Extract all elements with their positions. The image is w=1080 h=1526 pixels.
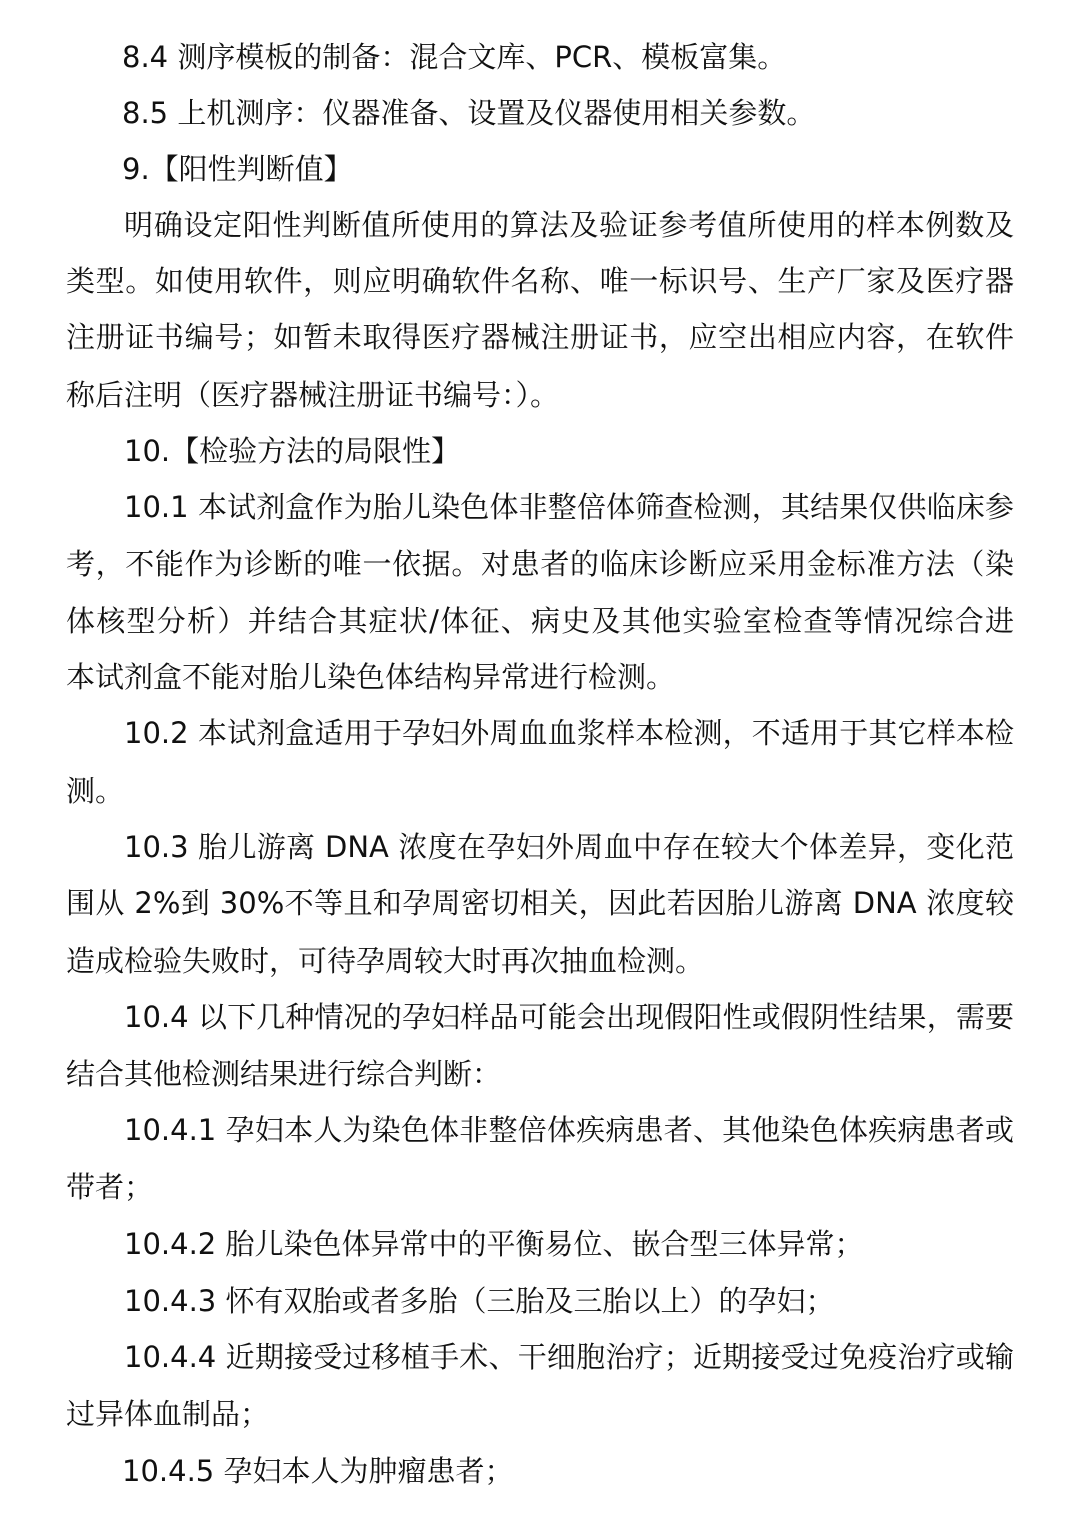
paragraph-line: 本试剂盒不能对胎儿染色体结构异常进行检测。 xyxy=(66,660,676,694)
paragraph-line: 结合其他检测结果进行综合判断： xyxy=(66,1057,502,1091)
text-line-8-5: 8.5 上机测序：仪器准备、设置及仪器使用相关参数。 xyxy=(122,96,816,130)
list-item-10-4-1: 10.4.1 孕妇本人为染色体非整倍体疾病患者、其他染色体疾病患者或 xyxy=(124,1113,1014,1147)
section-heading-9: 9.【阳性判断值】 xyxy=(122,152,353,186)
paragraph-line: 考，不能作为诊断的唯一依据。对患者的临床诊断应采用金标准方法（染 xyxy=(66,547,1014,581)
paragraph-line: 10.2 本试剂盒适用于孕妇外周血血浆样本检测，不适用于其它样本检 xyxy=(124,716,1014,750)
list-item-continuation: 过异体血制品； xyxy=(66,1397,270,1431)
paragraph-line: 围从 2%到 30%不等且和孕周密切相关，因此若因胎儿游离 DNA 浓度较 xyxy=(66,886,1014,920)
paragraph-line: 10.3 胎儿游离 DNA 浓度在孕妇外周血中存在较大个体差异，变化范 xyxy=(124,830,1014,864)
paragraph-line: 明确设定阳性判断值所使用的算法及验证参考值所使用的样本例数及 xyxy=(124,208,1014,242)
list-item-10-4-2: 10.4.2 胎儿染色体异常中的平衡易位、嵌合型三体异常； xyxy=(124,1227,864,1261)
paragraph-line: 造成检验失败时，可待孕周较大时再次抽血检测。 xyxy=(66,944,705,978)
text-line-8-4: 8.4 测序模板的制备：混合文库、PCR、模板富集。 xyxy=(122,40,787,74)
list-item-10-4-3: 10.4.3 怀有双胎或者多胎（三胎及三胎以上）的孕妇； xyxy=(124,1284,835,1318)
paragraph-line: 体核型分析）并结合其症状/体征、病史及其他实验室检查等情况综合进 xyxy=(66,604,1014,638)
paragraph-line: 类型。如使用软件，则应明确软件名称、唯一标识号、生产厂家及医疗器 xyxy=(66,264,1014,298)
list-item-10-4-4: 10.4.4 近期接受过移植手术、干细胞治疗；近期接受过免疫治疗或输 xyxy=(124,1340,1014,1374)
paragraph-line: 10.1 本试剂盒作为胎儿染色体非整倍体筛查检测，其结果仅供临床参 xyxy=(124,490,1014,524)
section-heading-10: 10.【检验方法的局限性】 xyxy=(124,434,461,468)
paragraph-line: 称后注明（医疗器械注册证书编号：）。 xyxy=(66,378,560,412)
list-item-continuation: 带者； xyxy=(66,1170,154,1204)
paragraph-line: 测。 xyxy=(66,774,125,808)
paragraph-line: 注册证书编号；如暂未取得医疗器械注册证书，应空出相应内容，在软件 xyxy=(66,320,1014,354)
list-item-10-4-5: 10.4.5 孕妇本人为肿瘤患者； xyxy=(122,1454,514,1488)
paragraph-line: 10.4 以下几种情况的孕妇样品可能会出现假阳性或假阴性结果，需要 xyxy=(124,1000,1014,1034)
